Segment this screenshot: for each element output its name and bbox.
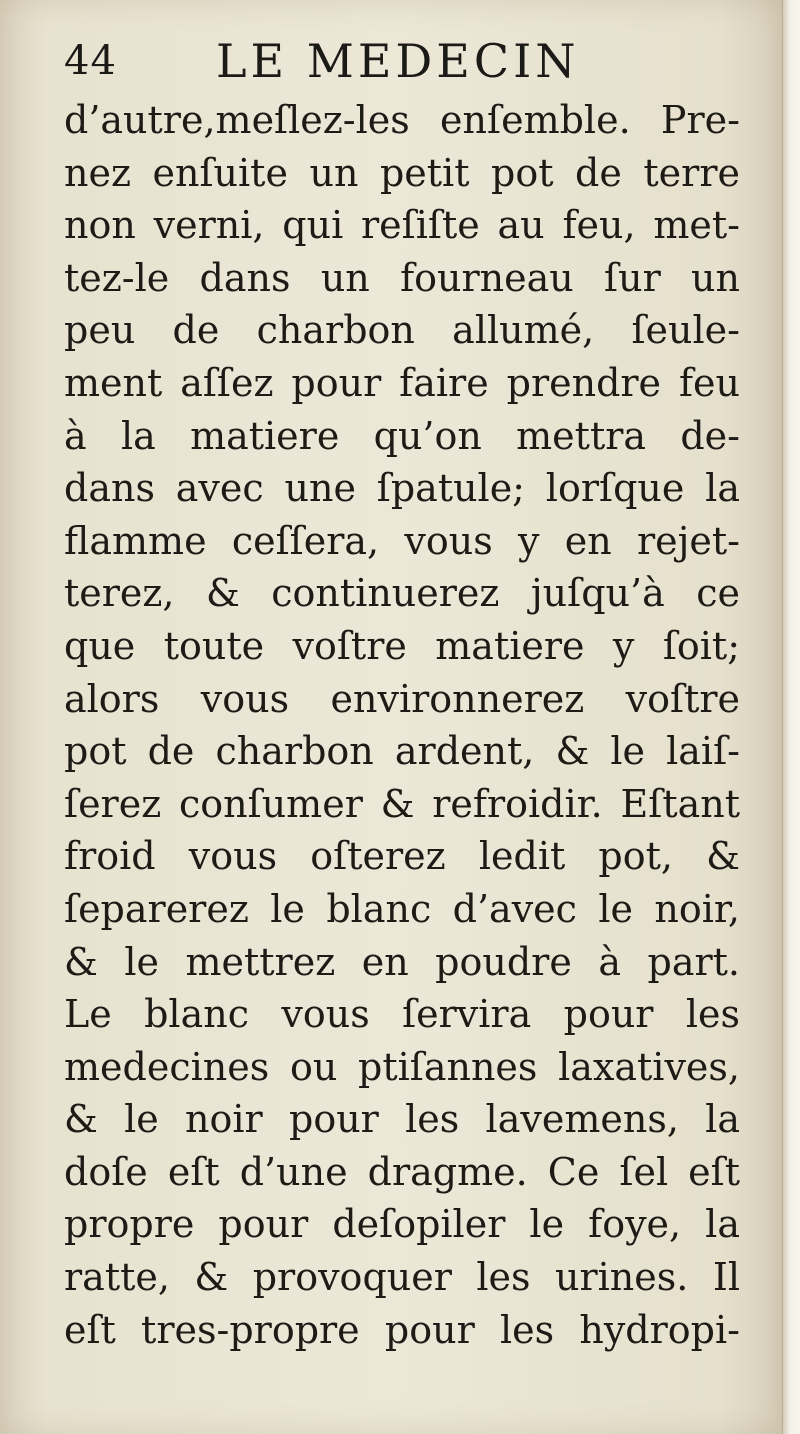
text-line: nez enſuite un petit pot de terre bbox=[64, 150, 740, 195]
text-line: à la matiere qu’on mettra de- bbox=[64, 413, 740, 458]
text-line: que toute voſtre matiere y ſoit; bbox=[64, 623, 740, 668]
text-line: tez-le dans un fourneau ſur un bbox=[64, 255, 740, 300]
text-line: medecines ou ptiſannes laxatives, bbox=[64, 1044, 740, 1089]
text-line: propre pour deſopiler le foye, la bbox=[64, 1202, 740, 1247]
page-number: 44 bbox=[64, 38, 117, 84]
text-line: ment aſſez pour faire prendre feu bbox=[64, 360, 740, 405]
text-line: ratte, & provoquer les urines. Il bbox=[64, 1255, 740, 1300]
body-text bbox=[64, 94, 740, 1356]
text-line: peu de charbon allumé, ſeule- bbox=[64, 308, 740, 353]
page-edge bbox=[782, 0, 800, 1434]
page-header bbox=[60, 30, 720, 90]
running-title: LE MEDECIN bbox=[216, 34, 580, 88]
text-line: dans avec une ſpatule; lorſque la bbox=[64, 466, 740, 511]
text-line: flamme ceſſera, vous y en rejet- bbox=[64, 518, 740, 563]
text-line: eſt tres-propre pour les hydropi- bbox=[64, 1307, 740, 1352]
text-line: d’autre,meſlez-les enſemble. Pre- bbox=[64, 98, 740, 142]
text-line: & le mettrez en poudre à part. bbox=[64, 939, 740, 984]
text-line: pot de charbon ardent, & le laiſ- bbox=[64, 729, 740, 774]
text-line: ſeparerez le blanc d’avec le noir, bbox=[64, 886, 740, 931]
text-line: terez, & continuerez juſqu’à ce bbox=[64, 571, 740, 616]
text-line: non verni, qui reſiſte au feu, met- bbox=[64, 203, 740, 248]
text-line: doſe eſt d’une dragme. Ce ſel eſt bbox=[64, 1149, 740, 1194]
text-line: froid vous oſterez ledit pot, & bbox=[64, 834, 740, 879]
text-line: Le blanc vous ſervira pour les bbox=[64, 992, 740, 1037]
text-line: alors vous environnerez voſtre bbox=[64, 676, 740, 721]
text-line: & le noir pour les lavemens, la bbox=[64, 1097, 740, 1142]
text-line: ſerez conſumer & refroidir. Eſtant bbox=[64, 781, 740, 826]
